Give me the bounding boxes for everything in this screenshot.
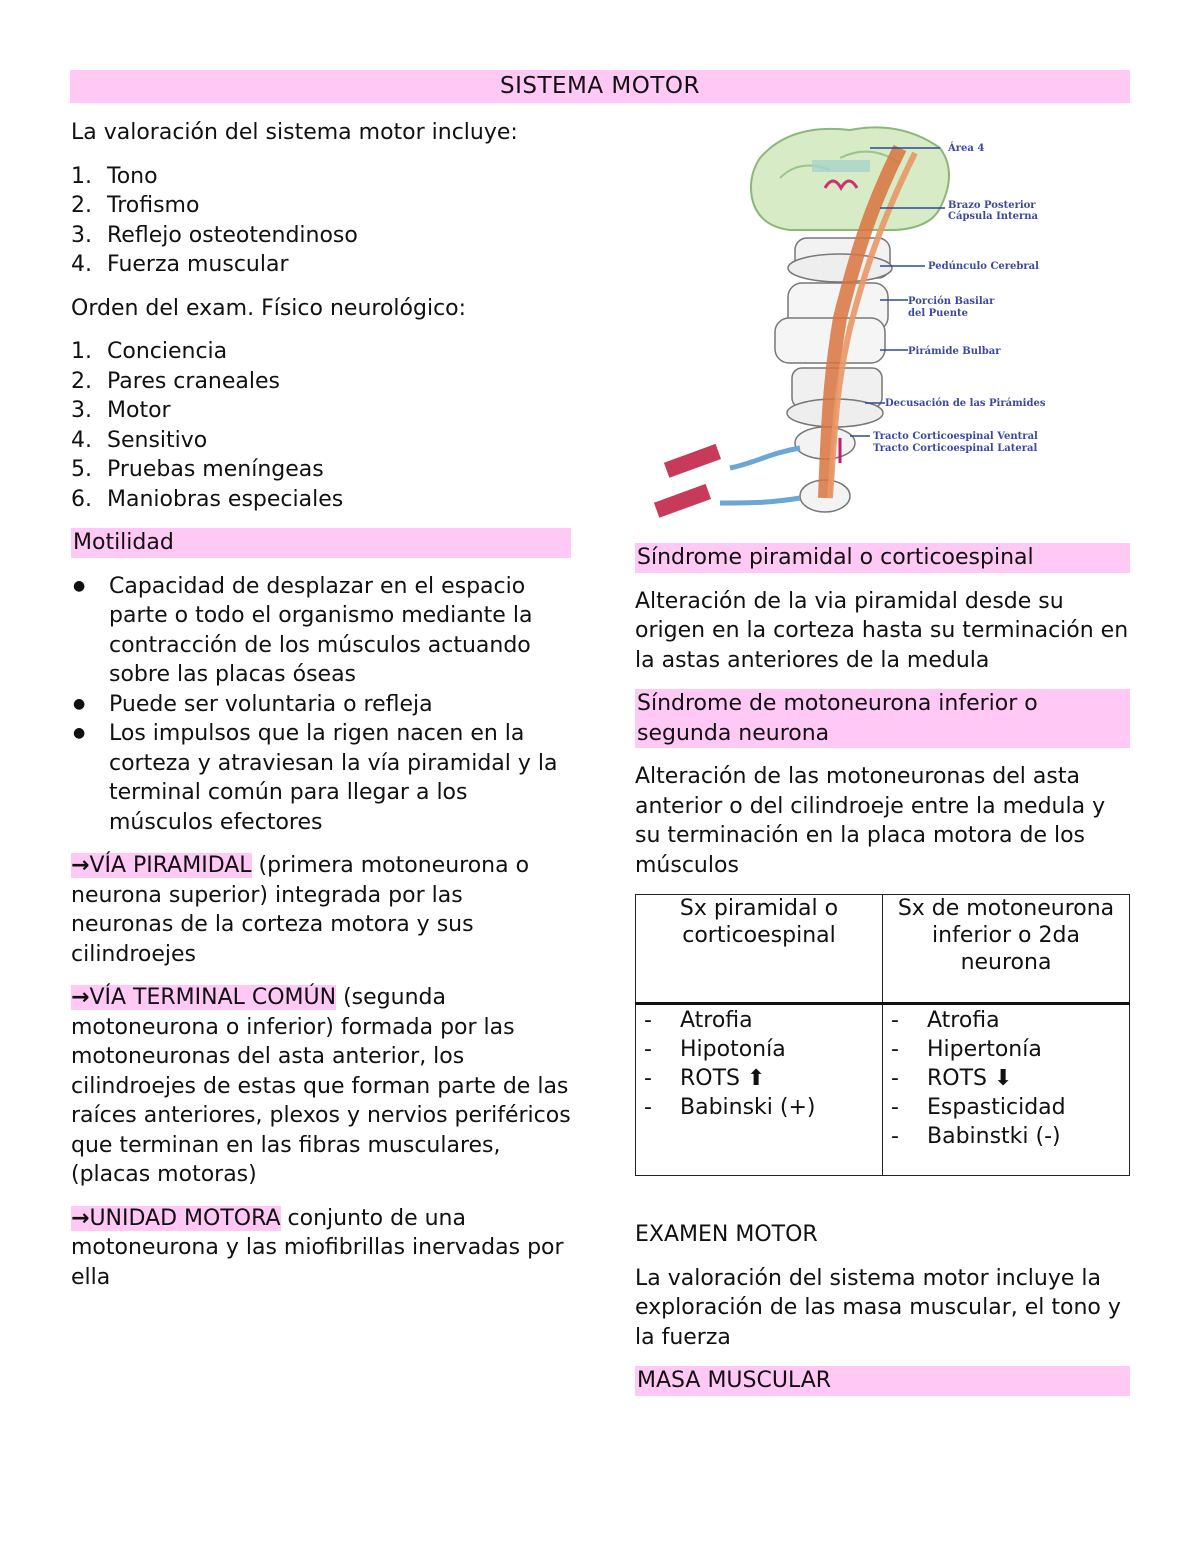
list-item: - Hipotonía bbox=[644, 1037, 786, 1062]
bullet-icon: ● bbox=[73, 577, 86, 594]
corticospinal-pathway-figure bbox=[640, 118, 1100, 533]
via-piramidal-term: →VÍA PIRAMIDAL bbox=[71, 853, 252, 878]
list-item: 5. Pruebas meníngeas bbox=[71, 457, 324, 482]
list-item: 2. Trofismo bbox=[71, 193, 200, 218]
list-item: - ROTS ⬇ bbox=[891, 1066, 1013, 1091]
order-list bbox=[71, 337, 571, 514]
table-header: Sx de motoneurona inferior o 2da neurona bbox=[883, 895, 1130, 1004]
label-tracto1: Tracto Corticoespinal Ventral bbox=[873, 431, 1038, 442]
via-terminal-term: →VÍA TERMINAL COMÚN bbox=[71, 985, 337, 1010]
table-header: Sx piramidal o corticoespinal bbox=[636, 895, 883, 1004]
label-pedunculo: Pedúnculo Cerebral bbox=[928, 261, 1039, 272]
sindrome-piramidal-heading: Síndrome piramidal o corticoespinal bbox=[635, 543, 1130, 573]
pyramidal-tract-illustration bbox=[640, 118, 1100, 533]
left-column bbox=[71, 118, 571, 1306]
label-tracto2: Tracto Corticoespinal Lateral bbox=[873, 443, 1038, 454]
page-title: SISTEMA MOTOR bbox=[70, 70, 1130, 103]
motilidad-heading: Motilidad bbox=[71, 528, 571, 558]
label-porcion1: Porción Basilar bbox=[908, 296, 995, 307]
components-list bbox=[71, 162, 571, 280]
intro-text: La valoración del sistema motor incluye: bbox=[71, 120, 518, 145]
masa-muscular-heading: MASA MUSCULAR bbox=[635, 1366, 1130, 1396]
sindrome-motoneurona-text: Alteración de las motoneuronas del asta anterior o del cilindroeje entre la medula y su terminación en la placa motora de los músculos bbox=[635, 764, 1106, 878]
list-item: - Babinski (+) bbox=[644, 1095, 816, 1120]
label-decusacion: Decusación de las Pirámides bbox=[885, 398, 1046, 409]
list-item: ● Puede ser voluntaria o refleja bbox=[71, 690, 571, 720]
motilidad-list bbox=[71, 572, 571, 838]
list-item: 3. Motor bbox=[71, 398, 171, 423]
unidad-motora-paragraph: →UNIDAD MOTORA conjunto de una motoneurona y las miofibrillas inervadas por ella bbox=[71, 1205, 564, 1290]
label-piramide: Pirámide Bulbar bbox=[908, 346, 1001, 357]
arrow-icon: → bbox=[71, 1205, 90, 1231]
list-item: 6. Maniobras especiales bbox=[71, 486, 344, 512]
label-porcion2: del Puente bbox=[908, 308, 969, 319]
list-item: ● Los impulsos que la rigen nacen en la corteza y atraviesan la vía piramidal y la terminal común para llegar a los músculos efectores bbox=[71, 719, 571, 837]
table-cell bbox=[636, 1004, 883, 1176]
list-item: - Hipertonía bbox=[891, 1037, 1042, 1062]
list-item: 1. Conciencia bbox=[71, 339, 228, 364]
label-brazo2: Cápsula Interna bbox=[948, 211, 1039, 222]
order-heading: Orden del exam. Físico neurológico: bbox=[71, 295, 467, 321]
bullet-icon: ● bbox=[73, 725, 86, 741]
label-brazo1: Brazo Posterior bbox=[948, 200, 1036, 211]
list-item: - Atrofia bbox=[891, 1008, 1000, 1033]
list-item: - Atrofia bbox=[644, 1008, 753, 1033]
list-item: - ROTS ⬆ bbox=[644, 1066, 766, 1091]
unidad-motora-term: →UNIDAD MOTORA bbox=[71, 1205, 281, 1231]
list-item: 1. Tono bbox=[71, 163, 158, 189]
list-item: ● Capacidad de desplazar en el espacio parte o todo el organismo mediante la contracción de los músculos actuando sobre las placas óseas bbox=[71, 572, 571, 690]
list-item: 4. Sensitivo bbox=[71, 427, 208, 453]
comparison-table bbox=[635, 894, 1130, 1176]
sindrome-motoneurona-heading: Síndrome de motoneurona inferior o segunda neurona bbox=[635, 689, 1130, 748]
examen-motor-text: La valoración del sistema motor incluye la exploración de las masa muscular, el tono y la fuerza bbox=[635, 1265, 1121, 1350]
list-item: - Babinstki (-) bbox=[891, 1124, 1061, 1149]
list-item: 3. Reflejo osteotendinoso bbox=[71, 222, 358, 248]
examen-motor-heading: EXAMEN MOTOR bbox=[635, 1222, 818, 1247]
label-area4: Área 4 bbox=[948, 143, 985, 154]
bullet-icon: ● bbox=[73, 695, 86, 712]
arrow-icon: → bbox=[71, 985, 90, 1010]
table-cell bbox=[883, 1004, 1130, 1176]
arrow-icon: → bbox=[71, 853, 90, 878]
list-item: - Espasticidad bbox=[891, 1095, 1066, 1120]
list-item: 4. Fuerza muscular bbox=[71, 252, 289, 277]
via-piramidal-paragraph: →VÍA PIRAMIDAL (primera motoneurona o neurona superior) integrada por las neuronas de la corteza motora y sus cilindroejes bbox=[71, 853, 530, 967]
list-item: 2. Pares craneales bbox=[71, 368, 281, 394]
via-terminal-paragraph: →VÍA TERMINAL COMÚN (segunda motoneurona o inferior) formada por las motoneuronas del asta anterior, los cilindroejes de estas que forman parte de las raíces anteriores, plexos y nervios periféricos que terminan en las fibras musculares, (placas motoras) bbox=[71, 985, 571, 1187]
table-row bbox=[636, 1004, 1130, 1176]
sindrome-piramidal-text: Alteración de la via piramidal desde su origen en la corteza hasta su terminación en la astas anteriores de la medula bbox=[635, 588, 1129, 673]
right-column bbox=[635, 543, 1130, 1410]
